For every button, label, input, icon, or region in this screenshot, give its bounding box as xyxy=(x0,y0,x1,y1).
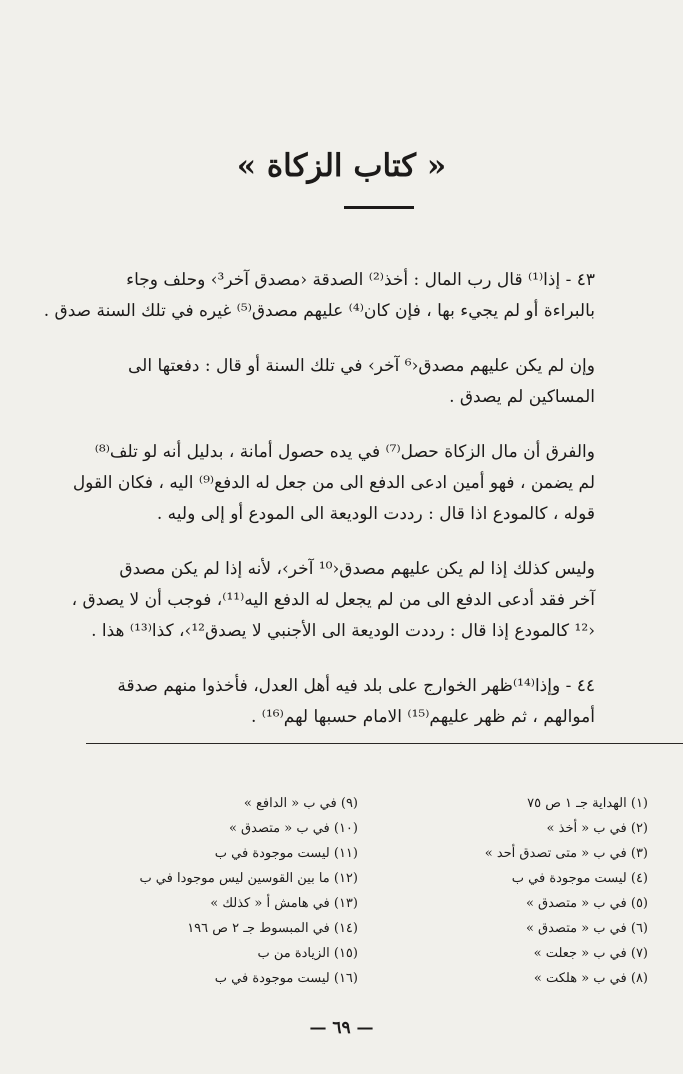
title-underline xyxy=(344,206,414,209)
paragraph-44 xyxy=(107,671,595,733)
footnotes-column-right xyxy=(418,791,648,991)
footnote: (١٥) الزيادة من ب xyxy=(257,946,358,961)
text-line: ‹¹² كالمودع إذا قال : رددت الوديعة الى الأجنبي لا يصدق¹²›، كذا⁽¹³⁾ هذا . xyxy=(91,621,595,641)
footnote: (١٢) ما بين القوسين ليس موجودا في ب xyxy=(139,871,358,886)
text-line: لم يضمن ، فهو أمين ادعى الدفع الى من جعل له الدفع⁽⁹⁾ اليه ، فكان القول xyxy=(72,473,595,493)
footnotes-column-left xyxy=(128,791,358,991)
text-line: أموالهم ، ثم ظهر عليهم⁽¹⁵⁾ الامام حسبها لهم⁽¹⁶⁾ . xyxy=(250,707,595,727)
footnote: (٥) في ب « متصدق » xyxy=(525,896,648,911)
footnote: (٩) في ب « الدافع » xyxy=(243,796,358,811)
paragraph xyxy=(107,351,595,413)
paragraph-43 xyxy=(43,265,595,327)
footnote: (١٠) في ب « متصدق » xyxy=(228,821,358,836)
paragraph xyxy=(72,437,595,530)
paragraph xyxy=(71,554,595,647)
footnote: (١) الهداية جـ ١ ص ٧٥ xyxy=(527,796,648,811)
text-line: وليس كذلك إذا لم يكن عليهم مصدق‹¹⁰ آخر›، لأنه إذا لم يكن مصدق xyxy=(119,559,595,579)
footnote: (٤) ليست موجودة في ب xyxy=(511,871,648,886)
main-text xyxy=(43,265,595,757)
footnote: (١٦) ليست موجودة في ب xyxy=(214,971,358,986)
footnote: (٦) في ب « متصدق » xyxy=(525,921,648,936)
text-line: آخر فقد أدعى الدفع الى من لم يجعل له الدفع اليه⁽¹¹⁾، فوجب أن لا يصدق ، xyxy=(71,590,595,610)
footnote: (١٣) في هامش أ « كذلك » xyxy=(210,896,358,911)
text-line: ٤٤ - وإذا⁽¹⁴⁾ظهر الخوارج على بلد فيه أهل العدل، فأخذوا منهم صدقة xyxy=(117,676,595,696)
text-line: وإن لم يكن عليهم مصدق‹⁶ آخر› في تلك السنة أو قال : دفعتها الى xyxy=(127,356,595,376)
footnote: (٨) في ب « هلكت » xyxy=(533,971,648,986)
text-line: بالبراءة أو لم يجيء بها ، فإن كان⁽⁴⁾ عليهم مصدق⁽⁵⁾ غيره في تلك السنة صدق . xyxy=(43,301,595,321)
text-line: قوله ، كالمودع اذا قال : رددت الوديعة الى المودع أو إلى وليه . xyxy=(156,504,595,524)
footnote: (٧) في ب « جعلت » xyxy=(533,946,648,961)
footnote-divider xyxy=(86,743,683,744)
footnote: (٢) في ب « أخذ » xyxy=(546,821,648,836)
footnote: (١١) ليست موجودة في ب xyxy=(214,846,358,861)
chapter-title: « كتاب الزكاة » xyxy=(236,148,447,184)
footnotes xyxy=(128,791,648,991)
footnote: (٣) في ب « متى تصدق أحد » xyxy=(484,846,648,861)
text-line: المساكين لم يصدق . xyxy=(449,387,595,407)
page-number: — ٦٩ — xyxy=(309,1018,374,1038)
footnote: (١٤) في المبسوط جـ ٢ ص ١٩٦ xyxy=(187,921,358,936)
text-line: ٤٣ - إذا⁽¹⁾ قال رب المال : أخذ⁽²⁾ الصدقة ‹مصدق آخر³› وحلف وجاء xyxy=(126,270,595,290)
text-line: والفرق أن مال الزكاة حصل⁽⁷⁾ في يده حصول أمانة ، بدليل أنه لو تلف⁽⁸⁾ xyxy=(94,442,595,462)
